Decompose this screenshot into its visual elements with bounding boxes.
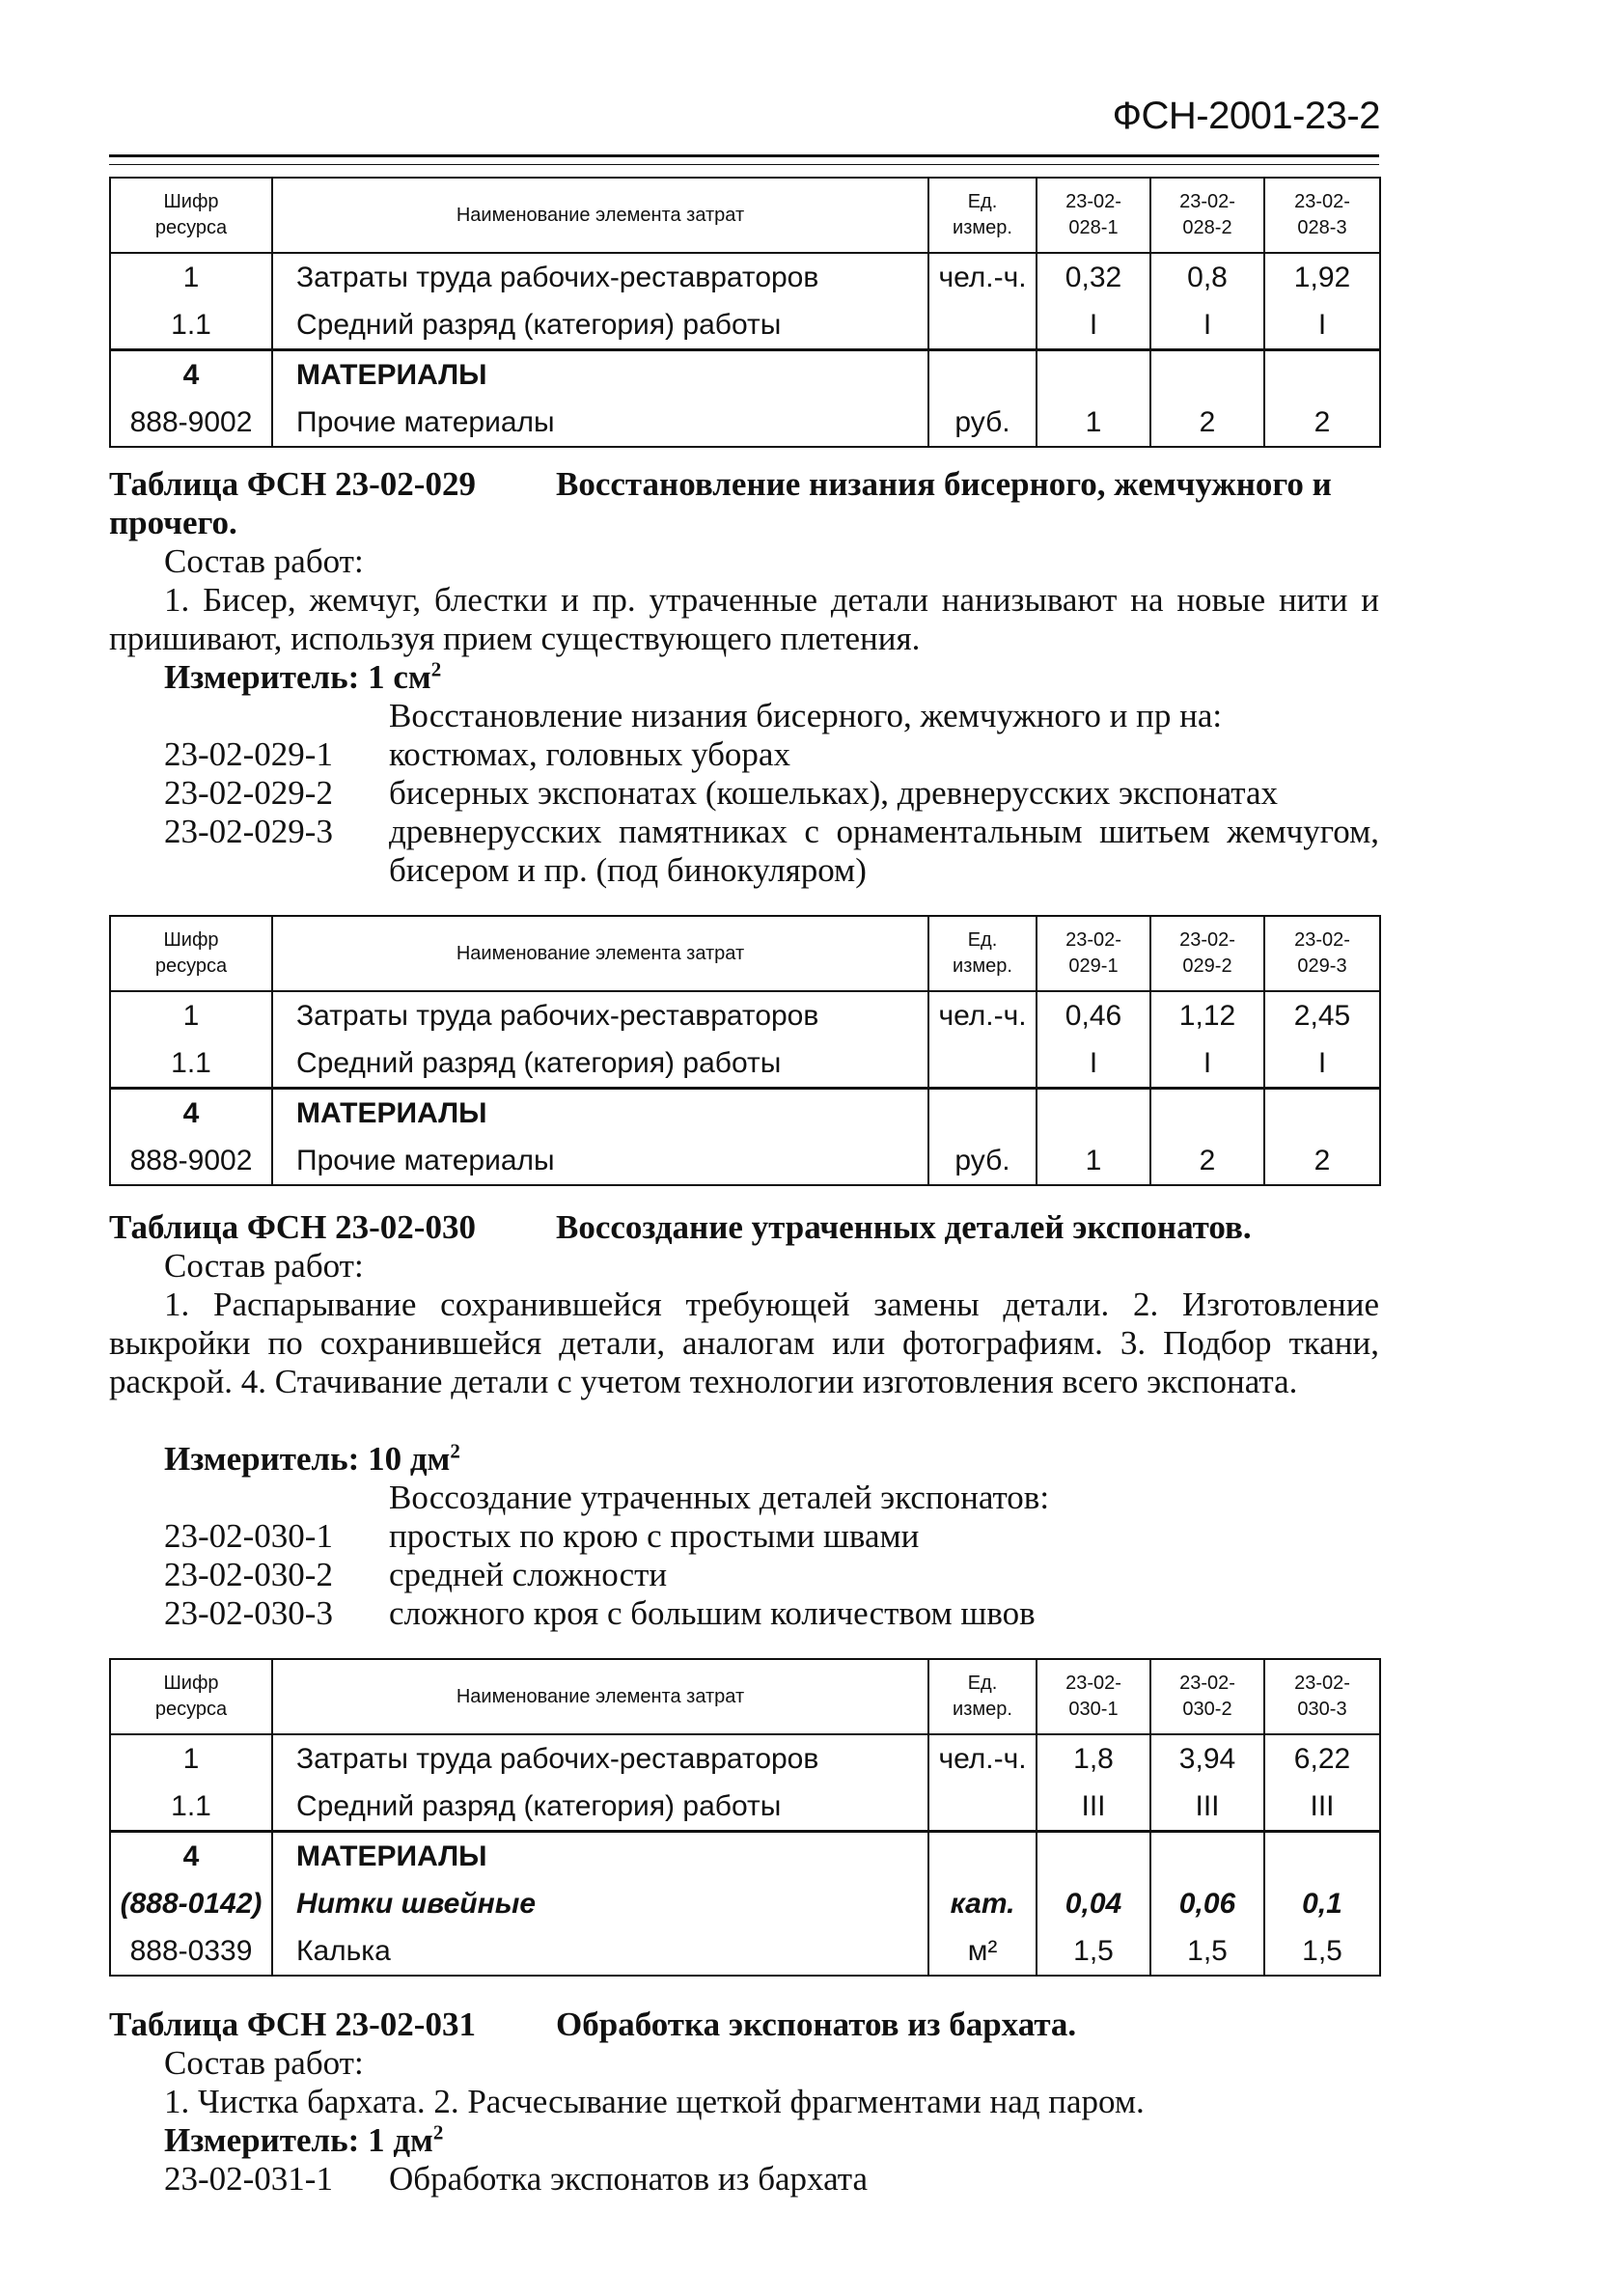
col-norm-header: 23-02- 030-1: [1037, 1659, 1150, 1734]
col-norm-header: 23-02- 029-1: [1037, 916, 1150, 991]
item-text: средней сложности: [389, 1556, 668, 1593]
measure-label: Измеритель: 1 $см^2$: [164, 657, 442, 696]
col-norm-header: 23-02- 030-2: [1150, 1659, 1264, 1734]
table-row: 888-9002 Прочие материалы руб. 1 2 2: [110, 1137, 1380, 1185]
measure-label: Измеритель: 10 $дм^2$: [164, 1439, 460, 1478]
table-row: 4 МАТЕРИАЛЫ: [110, 1832, 1380, 1881]
col-norm-header: 23-02- 030-3: [1264, 1659, 1380, 1734]
table-row: 1 Затраты труда рабочих-реставраторов чел.-ч. 0,32 0,8 1,92: [110, 253, 1380, 301]
table-028: [109, 177, 1381, 448]
composition-text: 1. Бисер, жемчуг, блестки и пр. утраченные детали нанизывают на новые нити и пришивают, используя прием существующего плетения.: [109, 581, 1379, 657]
col-norm-header: 23-02- 029-2: [1150, 916, 1264, 991]
col-code-header: Шифр ресурса: [110, 178, 272, 253]
col-unit-header: Ед. измер.: [928, 916, 1037, 991]
item-text: простых по крою с простыми швами: [389, 1517, 920, 1555]
table-row: 4 МАТЕРИАЛЫ: [110, 350, 1380, 400]
table-row: 888-9002 Прочие материалы руб. 1 2 2: [110, 399, 1380, 447]
item-text: Обработка экспонатов из бархата: [389, 2160, 868, 2198]
header-rule: [109, 154, 1379, 157]
table-row: 1 Затраты труда рабочих-реставраторов чел.-ч. 1,8 3,94 6,22: [110, 1734, 1380, 1783]
col-name-header: Наименование элемента затрат: [272, 916, 928, 991]
item-code: 23-02-030-2: [164, 1556, 333, 1593]
col-norm-header: 23-02- 028-3: [1264, 178, 1380, 253]
table-row: 1.1 Средний разряд (категория) работы III III III: [110, 1783, 1380, 1832]
table-title: Таблица ФСН 23-02-031 Обработка экспонатов из бархата.: [109, 2006, 1077, 2043]
item-code: 23-02-029-2: [164, 774, 333, 812]
composition-label: Состав работ:: [164, 1247, 364, 1285]
item-code: 23-02-030-1: [164, 1517, 333, 1555]
header-rule-thin: [109, 164, 1379, 165]
col-norm-header: 23-02- 028-2: [1150, 178, 1264, 253]
items-intro: Восстановление низания бисерного, жемчужного и пр на:: [389, 697, 1223, 734]
table-row: 4 МАТЕРИАЛЫ: [110, 1089, 1380, 1138]
composition-text: 1. Чистка бархата. 2. Расчесывание щеткой фрагментами над паром.: [164, 2083, 1145, 2120]
col-code-header: Шифр ресурса: [110, 1659, 272, 1734]
composition-label: Состав работ:: [164, 542, 364, 580]
item-text: сложного кроя с большим количеством швов: [389, 1594, 1036, 1632]
table-030: [109, 1658, 1381, 1977]
item-code: 23-02-030-3: [164, 1594, 333, 1632]
items-intro: Воссоздание утраченных деталей экспонатов:: [389, 1479, 1050, 1516]
table-row: (888-0142) Нитки швейные кат. 0,04 0,06 0,1: [110, 1880, 1380, 1927]
col-norm-header: 23-02- 029-3: [1264, 916, 1380, 991]
table-title: Таблица ФСН 23-02-029 Восстановление низания бисерного, жемчужного и прочего.: [109, 465, 1332, 541]
item-code: 23-02-031-1: [164, 2160, 333, 2198]
composition-text: 1. Распарывание сохранившейся требующей замены детали. 2. Изготовление выкройки по сохранившейся детали, аналогам или фотографиям. 3. Подбор ткани, раскрой. 4. Стачивание детали с учетом технологии изготовления всего экспоната.: [109, 1286, 1379, 1400]
table-029: [109, 915, 1381, 1186]
col-unit-header: Ед. измер.: [928, 1659, 1037, 1734]
table-row: 1.1 Средний разряд (категория) работы I I I: [110, 301, 1380, 350]
col-name-header: Наименование элемента затрат: [272, 1659, 928, 1734]
measure-label: Измеритель: 1 $дм^2$: [164, 2120, 444, 2159]
item-text: бисерных экспонатах (кошельках), древнерусских экспонатах: [389, 774, 1279, 812]
item-text: древнерусских памятниках с орнаментальным шитьем жемчугом, бисером и пр. (под бинокуляром): [389, 813, 1379, 889]
page-header: ФСН-2001-23-2: [1112, 95, 1380, 137]
table-row: 1 Затраты труда рабочих-реставраторов чел.-ч. 0,46 1,12 2,45: [110, 991, 1380, 1039]
col-unit-header: Ед. измер.: [928, 178, 1037, 253]
item-code: 23-02-029-1: [164, 735, 333, 773]
table-row: 888-0339 Калька м² 1,5 1,5 1,5: [110, 1927, 1380, 1976]
table-title: Таблица ФСН 23-02-030 Воссоздание утраченных деталей экспонатов.: [109, 1208, 1252, 1246]
item-code: 23-02-029-3: [164, 813, 333, 850]
table-row: 1.1 Средний разряд (категория) работы I I I: [110, 1039, 1380, 1089]
composition-label: Состав работ:: [164, 2044, 364, 2082]
col-name-header: Наименование элемента затрат: [272, 178, 928, 253]
col-code-header: Шифр ресурса: [110, 916, 272, 991]
col-norm-header: 23-02- 028-1: [1037, 178, 1150, 253]
item-text: костюмах, головных уборах: [389, 735, 790, 773]
